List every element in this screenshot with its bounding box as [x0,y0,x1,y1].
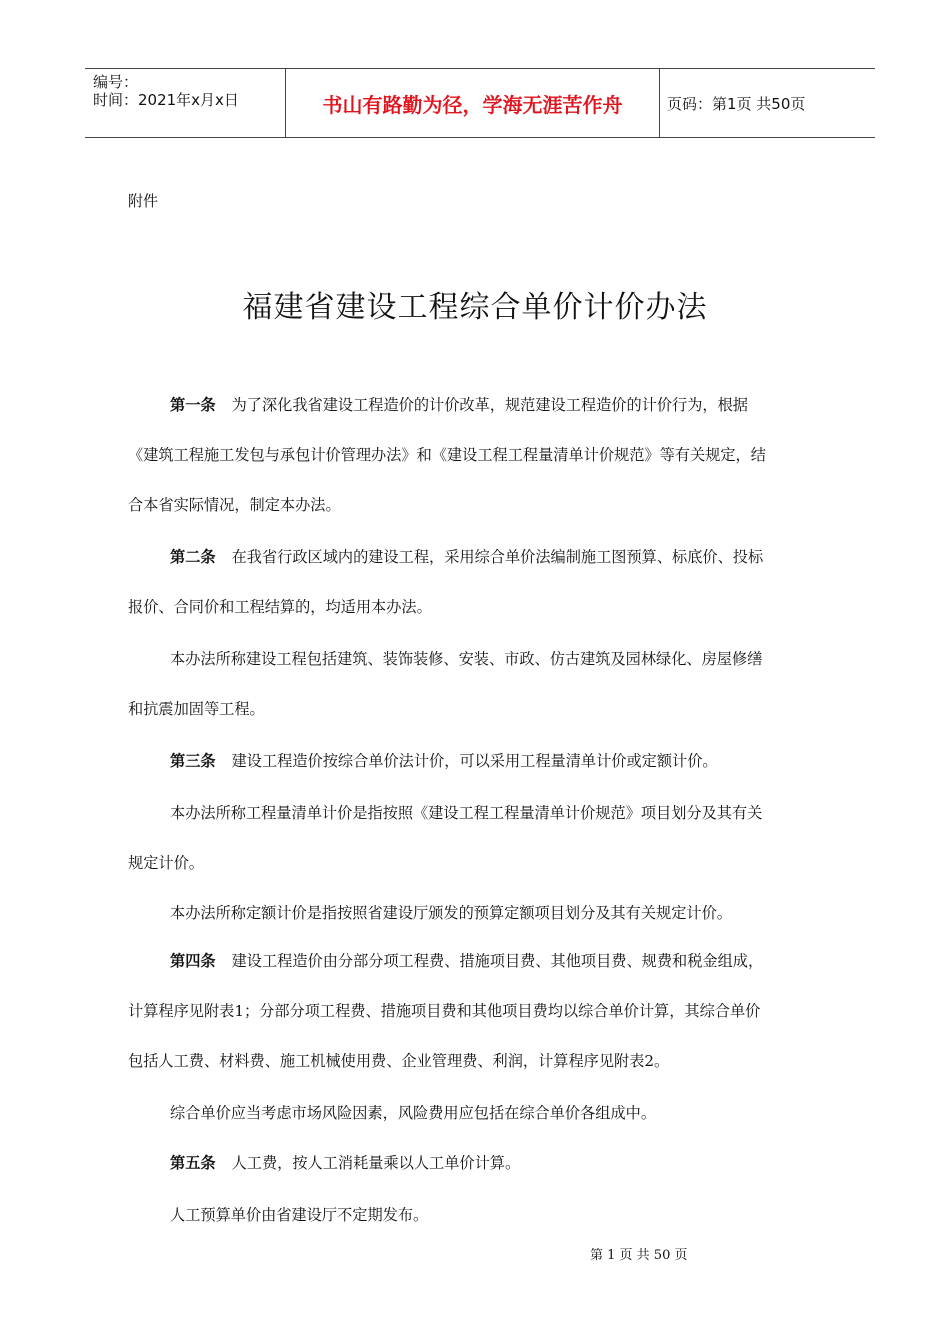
paragraph-line [128,936,838,986]
line-text: 本办法所称工程量清单计价是指按照《建设工程工程量清单计价规范》项目划分及其有关 [170,804,763,822]
page-footer: 第 1 页 共 50 页 [590,1248,688,1263]
paragraph-line [128,480,838,530]
attachment-label: 附件 [128,192,159,210]
paragraph-line [128,888,838,938]
header-meta [85,69,285,137]
paragraph [128,634,838,734]
line-text: 为了深化我省建设工程造价的计价改革，规范建设工程造价的计价行为，根据 [231,396,748,414]
paragraph-line [128,1088,838,1138]
paragraph-line [128,986,838,1036]
paragraph-line [128,582,838,632]
line-text: 建设工程造价由分部分项工程费、措施项目费、其他项目费、规费和税金组成， [231,952,764,970]
line-text: 人工预算单价由省建设厅不定期发布。 [170,1206,429,1224]
paragraph-line [128,736,838,786]
paragraph [128,1138,838,1188]
line-text: 在我省行政区域内的建设工程，采用综合单价法编制施工图预算、标底价、投标 [231,548,764,566]
paragraph [128,788,838,888]
paragraph-line [128,430,838,480]
document-title: 福建省建设工程综合单价计价办法 [242,290,708,325]
paragraph-line [128,684,838,734]
article-label: 第五条 [170,1154,216,1172]
paragraph [128,1190,838,1240]
page-header [85,68,875,138]
article-label: 第四条 [170,952,216,970]
header-page-label: 页码：第1页 共50页 [667,94,806,113]
header-motto: 书山有路勤为径，学海无涯苦作舟 [285,69,660,137]
paragraph-line [128,380,838,430]
line-text: 本办法所称建设工程包括建筑、装饰装修、安装、市政、仿古建筑及园林绿化、房屋修缮 [170,650,763,668]
paragraph [128,380,838,530]
line-text: 合本省实际情况，制定本办法。 [128,496,341,514]
paragraph-line [128,634,838,684]
line-text: 综合单价应当考虑市场风险因素，风险费用应包括在综合单价各组成中。 [170,1104,656,1122]
paragraph-line [128,1138,838,1188]
paragraph [128,936,838,1086]
time-label: 时间：2021年x月x日 [93,91,239,109]
line-text: 人工费，按人工消耗量乘以人工单价计算。 [231,1154,521,1172]
article-label: 第一条 [170,396,216,414]
line-text: 计算程序见附表1；分部分项工程费、措施项目费和其他项目费均以综合单价计算，其综合单价 [128,1002,761,1020]
line-text: 包括人工费、材料费、施工机械使用费、企业管理费、利润，计算程序见附表2。 [128,1052,670,1070]
article-label: 第二条 [170,548,216,566]
paragraph [128,888,838,938]
paragraph [128,532,838,632]
line-text: 和抗震加固等工程。 [128,700,265,718]
paragraph-line [128,1190,838,1240]
paragraph-line [128,788,838,838]
line-text: 本办法所称定额计价是指按照省建设厅颁发的预算定额项目划分及其有关规定计价。 [170,904,732,922]
line-text: 报价、合同价和工程结算的，均适用本办法。 [128,598,432,616]
number-label: 编号： [93,73,139,91]
paragraph-line [128,1036,838,1086]
article-label: 第三条 [170,752,216,770]
paragraph [128,1088,838,1138]
paragraph-line [128,532,838,582]
line-text: 建设工程造价按综合单价法计价，可以采用工程量清单计价或定额计价。 [231,752,718,770]
line-text: 《建筑工程施工发包与承包计价管理办法》和《建设工程工程量清单计价规范》等有关规定，结 [128,446,766,464]
paragraph-line [128,838,838,888]
line-text: 规定计价。 [128,854,204,872]
paragraph [128,736,838,786]
